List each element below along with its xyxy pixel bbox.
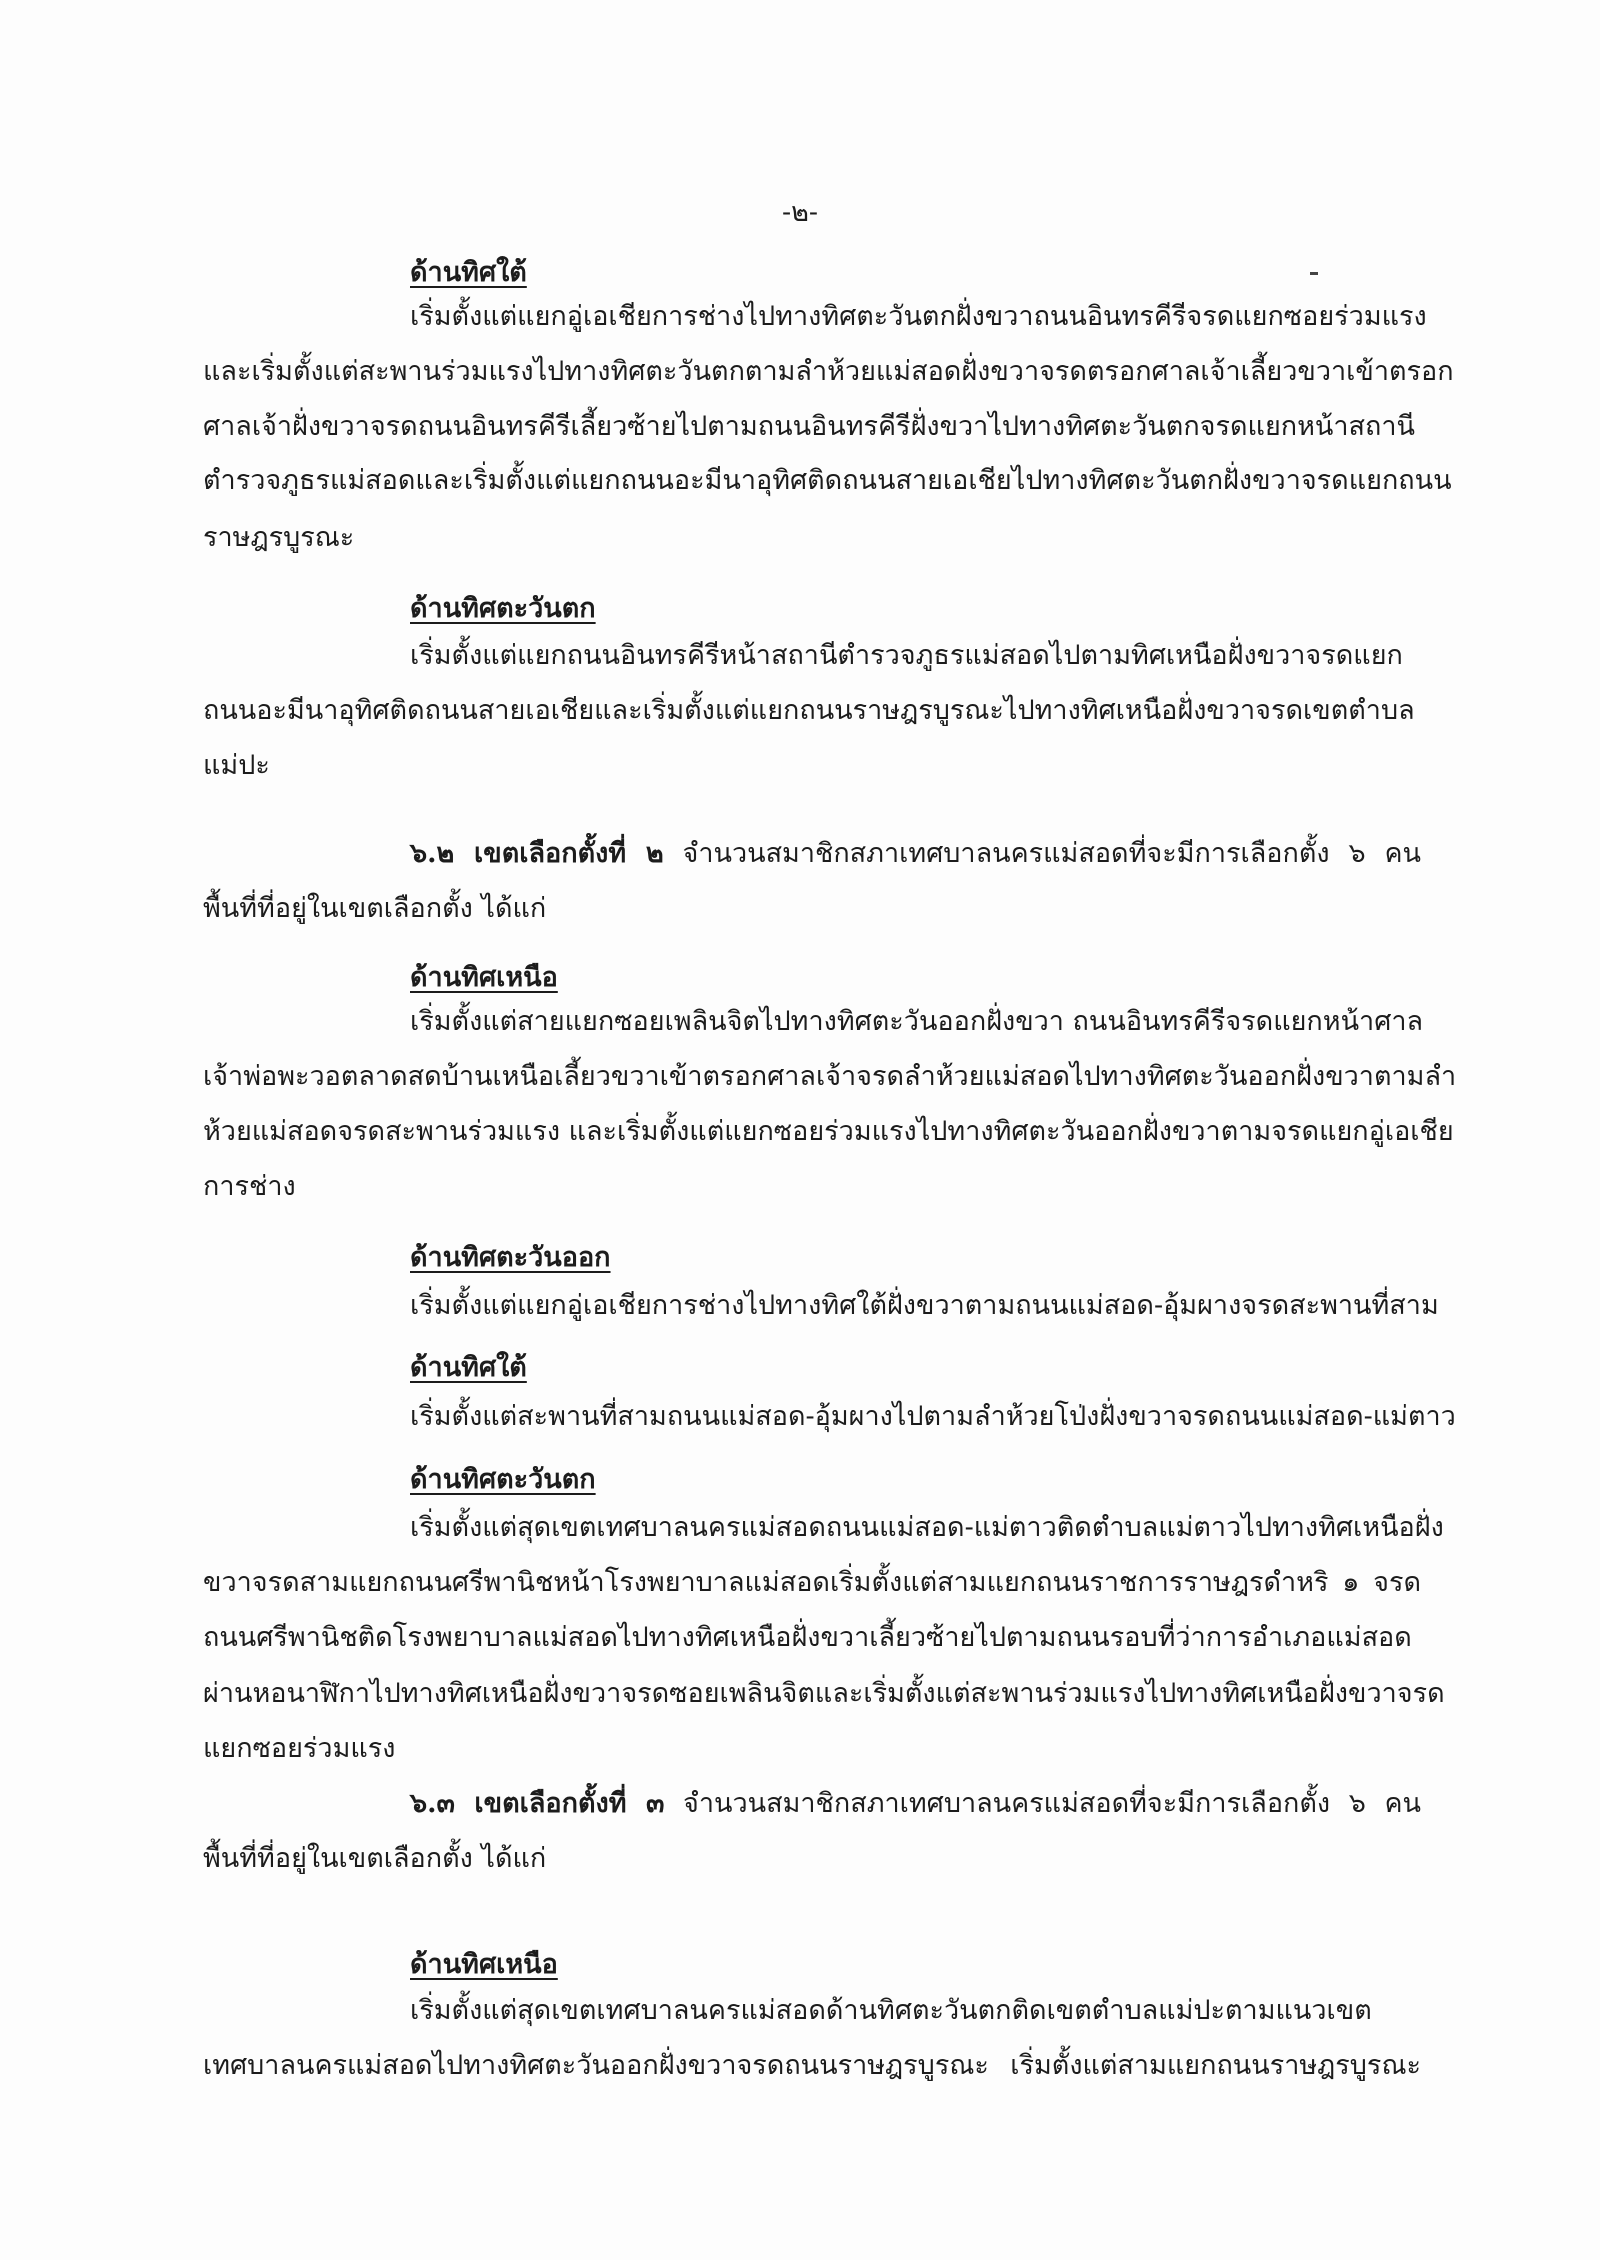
page-number: -๒- <box>781 197 819 228</box>
section-heading: ด้านทิศเหนือ <box>410 962 558 993</box>
section-heading: ด้านทิศใต้ <box>410 1352 527 1383</box>
paragraph-line: การช่าง <box>203 1171 296 1202</box>
paragraph-line: เริ่มตั้งแต่สะพานที่สามถนนแม่สอด-อุ้มผางไปตามลำห้วยโป่งฝั่งขวาจรดถนนแม่สอด-แม่ตาว <box>410 1401 1456 1432</box>
paragraph-line: แม่ปะ <box>203 750 270 781</box>
paragraph-line: แยกซอยร่วมแรง <box>203 1733 396 1764</box>
district-label: ๖.๒ เขตเลือกตั้งที่ ๒ <box>410 838 664 869</box>
paragraph-line: เทศบาลนครแม่สอดไปทางทิศตะวันออกฝั่งขวาจรดถนนราษฎรบูรณะ เริ่มตั้งแต่สามแยกถนนราษฎรบูรณะ <box>203 2050 1421 2081</box>
paragraph-line: ถนนศรีพานิชติดโรงพยาบาลแม่สอดไปทางทิศเหนือฝั่งขวาเลี้ยวซ้ายไปตามถนนรอบที่ว่าการอำเภอแม่สอด <box>203 1622 1412 1653</box>
paragraph-line: ตำรวจภูธรแม่สอดและเริ่มตั้งแต่แยกถนนอะมีนาอุทิศติดถนนสายเอเชียไปทางทิศตะวันตกฝั่งขวาจรดแยกถนน <box>203 465 1452 496</box>
paragraph-line: ผ่านหอนาฬิกาไปทางทิศเหนือฝั่งขวาจรดซอยเพลินจิตและเริ่มตั้งแต่สะพานร่วมแรงไปทางทิศเหนือฝั่งขวาจรด <box>203 1678 1445 1709</box>
paragraph-line: ศาลเจ้าฝั่งขวาจรดถนนอินทรคีรีเลี้ยวซ้ายไปตามถนนอินทรคีรีฝั่งขวาไปทางทิศตะวันตกจรดแยกหน้าสถานี <box>203 411 1415 442</box>
paragraph-line: เริ่มตั้งแต่สายแยกซอยเพลินจิตไปทางทิศตะวันออกฝั่งขวา ถนนอินทรคีรีจรดแยกหน้าศาล <box>410 1006 1424 1037</box>
district-line <box>410 840 1421 867</box>
section-heading: ด้านทิศใต้ <box>410 257 527 288</box>
district-text: จำนวนสมาชิกสภาเทศบาลนครแม่สอดที่จะมีการเลือกตั้ง ๖ คน <box>664 1788 1421 1819</box>
section-heading: ด้านทิศตะวันตก <box>410 593 596 624</box>
paragraph-line: เริ่มตั้งแต่แยกอู่เอเชียการช่างไปทางทิศใต้ฝั่งขวาตามถนนแม่สอด-อุ้มผางจรดสะพานที่สาม <box>410 1290 1439 1321</box>
paragraph-line: ห้วยแม่สอดจรดสะพานร่วมแรง และเริ่มตั้งแต่แยกซอยร่วมแรงไปทางทิศตะวันออกฝั่งขวาตามจรดแยกอู่เอเชีย <box>203 1116 1454 1147</box>
paragraph-line: ถนนอะมีนาอุทิศติดถนนสายเอเชียและเริ่มตั้งแต่แยกถนนราษฎรบูรณะไปทางทิศเหนือฝั่งขวาจรดเขตตำบล <box>203 695 1415 726</box>
paragraph-line: เริ่มตั้งแต่สุดเขตเทศบาลนครแม่สอดถนนแม่สอด-แม่ตาวติดตำบลแม่ตาวไปทางทิศเหนือฝั่ง <box>410 1512 1444 1543</box>
paragraph-line: ราษฎรบูรณะ <box>203 522 355 553</box>
district-text: จำนวนสมาชิกสภาเทศบาลนครแม่สอดที่จะมีการเลือกตั้ง ๖ คน <box>663 838 1421 869</box>
paragraph-line: เริ่มตั้งแต่แยกอู่เอเชียการช่างไปทางทิศตะวันตกฝั่งขวาถนนอินทรคีรีจรดแยกซอยร่วมแรง <box>410 301 1427 332</box>
paragraph-line: เจ้าพ่อพะวอตลาดสดบ้านเหนือเลี้ยวขวาเข้าตรอกศาลเจ้าจรดลำห้วยแม่สอดไปทางทิศตะวันออกฝั่งขวาตามลำ <box>203 1061 1457 1092</box>
paragraph-line: และเริ่มตั้งแต่สะพานร่วมแรงไปทางทิศตะวันตกตามลำห้วยแม่สอดฝั่งขวาจรดตรอกศาลเจ้าเลี้ยวขวาเข้าตรอก <box>203 356 1454 387</box>
district-area: พื้นที่ที่อยู่ในเขตเลือกตั้ง ได้แก่ <box>203 893 547 924</box>
section-heading: ด้านทิศตะวันออก <box>410 1242 611 1273</box>
section-heading: ด้านทิศตะวันตก <box>410 1464 596 1495</box>
paragraph-line: เริ่มตั้งแต่สุดเขตเทศบาลนครแม่สอดด้านทิศตะวันตกติดเขตตำบลแม่ปะตามแนวเขต <box>410 1995 1372 2026</box>
district-line <box>410 1790 1421 1817</box>
district-label: ๖.๓ เขตเลือกตั้งที่ ๓ <box>410 1788 665 1819</box>
paragraph-line: ขวาจรดสามแยกถนนศรีพานิชหน้าโรงพยาบาลแม่สอดเริ่มตั้งแต่สามแยกถนนราชการราษฎรดำหริ ๑ จรด <box>203 1567 1421 1598</box>
district-area: พื้นที่ที่อยู่ในเขตเลือกตั้ง ได้แก่ <box>203 1843 547 1874</box>
scan-mark <box>1310 272 1318 275</box>
paragraph-line: เริ่มตั้งแต่แยกถนนอินทรคีรีหน้าสถานีตำรวจภูธรแม่สอดไปตามทิศเหนือฝั่งขวาจรดแยก <box>410 640 1403 671</box>
section-heading: ด้านทิศเหนือ <box>410 1949 558 1980</box>
